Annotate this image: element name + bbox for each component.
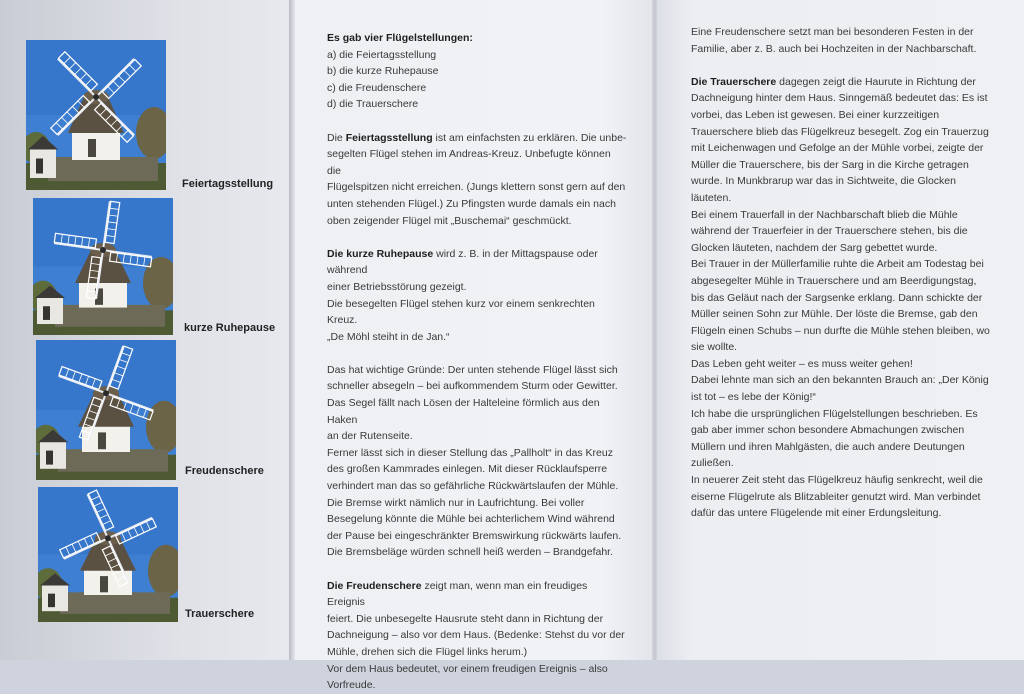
- paragraph-line: Dachneigung hinter dem Haus. Sinngemäß bedeutet das: Es ist: [691, 92, 988, 105]
- list-item: a) die Feiertagsstellung: [327, 48, 437, 61]
- paragraph-line: des großen Kammrades einlegen. Mit dieser Rücklaufsperre: [327, 463, 608, 476]
- paragraph-line: Flügeln einen Schubs – nun durfte die Mühle stehen bleiben, wo: [691, 324, 990, 337]
- caption-kurze-ruhepause: kurze Ruhepause: [184, 322, 276, 334]
- paragraph-line: Die Feiertagsstellung ist am einfachsten zu erklären. Die unbe-: [327, 131, 627, 144]
- paragraph-line: schneller absegeln – bei aufkommendem Sturm oder Gewitter.: [327, 380, 618, 393]
- paragraph-line: unten stehenden Flügel.) Zu Pfingsten wurde damals ein nach: [327, 197, 616, 210]
- paragraph-line: gab aber immer schon besondere Abmachungen zwischen: [691, 424, 965, 437]
- middle-text-column: [327, 30, 627, 694]
- windmill-photo-kurze-ruhepause: [33, 198, 173, 335]
- paragraph-line: oben zeigender Flügel mit „Buschemai“ geschmückt.: [327, 214, 572, 227]
- list-item: b) die kurze Ruhepause: [327, 65, 439, 78]
- paragraph-line: wurde. In Munkbrarup war das in Sichtweite, die Glocken: [691, 175, 956, 188]
- paragraph-line: sie wollte.: [691, 341, 738, 354]
- paragraph-line: Müller die Trauerschere, bis der Sarg in die Kirche getragen: [691, 158, 969, 171]
- term-trauerschere: Die Trauerschere: [691, 75, 777, 88]
- paragraph-line: an der Rutenseite.: [327, 430, 413, 443]
- paragraph-line: Die Trauerschere dagegen zeigt die Haurute in Richtung der: [691, 75, 976, 88]
- paragraph-line: Vor dem Haus bedeutet, vor einem freudigen Ereignis – also: [327, 662, 608, 675]
- caption-freudenschere: Freudenschere: [185, 465, 264, 477]
- paragraph-line: feiert. Die unbesegelte Hausrute steht dann in Richtung der: [327, 612, 604, 625]
- windmill-photo-freudenschere: [36, 340, 176, 480]
- paragraph-line: segelten Flügel stehen im Andreas-Kreuz. Unbefugte können die: [327, 148, 611, 177]
- paragraph-line: Ferner lässt sich in dieser Stellung das „Pallholt“ in das Kreuz: [327, 446, 613, 459]
- list-item: d) die Trauerschere: [327, 98, 419, 111]
- paragraph-line: einer Betriebsstörung gezeigt.: [327, 280, 467, 293]
- paragraph-line: verhindert man das so gefährliche Rückwärtslaufen der Mühle.: [327, 480, 619, 493]
- paragraph-line: zuließen.: [691, 457, 734, 470]
- paragraph-line: Müller seinen Sohn zur Mühle. Der löste die Bremse, gab den: [691, 308, 978, 321]
- right-text-column: [691, 24, 1011, 522]
- paragraph-line: Ich habe die ursprünglichen Flügelstellungen beschrieben. Es: [691, 407, 978, 420]
- paragraph-line: ist tot – es lebe der König!“: [691, 391, 816, 404]
- caption-feiertagsstellung: Feiertagsstellung: [182, 178, 274, 190]
- paragraph-line: mit Leichenwagen und Gefolge an der Mühle vorbei, zeigte der: [691, 142, 984, 155]
- paragraph-line: abgesegelter Mühle in Trauerschere und am Beerdigungstag,: [691, 274, 977, 287]
- paragraph-line: Dachneigung – also vor dem Haus. (Bedenke: Stehst du vor der: [327, 629, 625, 642]
- windmill-photo-trauerschere: [38, 487, 178, 622]
- paragraph-line: Besegelung könnte die Mühle bei achterlichem Wind während: [327, 513, 615, 526]
- fold-crease-left: [289, 0, 295, 660]
- paragraph-line: vorbei, das Leben ist gewesen. Bei einer kurzzeitigen: [691, 108, 940, 121]
- paragraph-line: Familie, aber z. B. auch bei Hochzeiten in der Nachbarschaft.: [691, 42, 977, 55]
- fold-crease-right: [652, 0, 658, 660]
- caption-trauerschere: Trauerschere: [185, 608, 255, 620]
- paragraph-line: Glocken läuteten, nachdem der Sarg gebettet wurde.: [691, 241, 938, 254]
- paragraph-line: Dabei lehnte man sich an den bekannten Brauch an: „Der König: [691, 374, 989, 387]
- paragraph-line: läuteten.: [691, 191, 732, 204]
- paragraph-line: „De Möhl steiht in de Jan.“: [327, 330, 450, 343]
- list-item: c) die Freudenschere: [327, 81, 427, 94]
- paragraph-line: Eine Freudenschere setzt man bei besonderen Festen in der: [691, 26, 974, 38]
- paragraph-line: Die Freudenschere zeigt man, wenn man ein freudiges Ereignis: [327, 579, 588, 609]
- windmill-photo-feiertagsstellung: [26, 40, 166, 190]
- paragraph-line: Das Leben geht weiter – es muss weiter gehen!: [691, 357, 913, 370]
- paragraph-line: Müllern und ihren Mahlgästen, die auch andere Deutungen: [691, 440, 965, 453]
- paragraph-line: Bei Trauer in der Müllerfamilie ruhte die Arbeit am Todestag bei: [691, 258, 984, 271]
- term-freudenschere: Die Freudenschere: [327, 579, 422, 592]
- paragraph-line: Mühle, drehen sich die Flügel links herum.): [327, 645, 528, 658]
- term-kurze-ruhepause: Die kurze Ruhepause: [327, 247, 434, 260]
- paragraph-line: In neuerer Zeit steht das Flügelkreuz häufig senkrecht, weil die: [691, 474, 983, 487]
- paragraph-line: während der Trauerfeier in der Trauerschere stehen, bis die: [691, 225, 968, 238]
- paragraph-line: Die Bremse wirkt nämlich nur in Laufrichtung. Bei voller: [327, 496, 585, 509]
- paragraph-line: Das Segel fällt nach Lösen der Halteleine förmlich aus den Haken: [327, 397, 600, 426]
- paragraph-line: Das hat wichtige Gründe: Der unten stehende Flügel lässt sich: [327, 363, 618, 376]
- paragraph-line: Flügelspitzen nicht erreichen. (Jungs klettern sonst gern auf den: [327, 181, 626, 194]
- paragraph-line: der Pause bei eingeschränkter Bremswirkung rückwärts laufen.: [327, 529, 622, 542]
- paragraph-line: eiserne Flügelrute als Blitzableiter genutzt wird. Man verbindet: [691, 490, 981, 503]
- paragraph-line: Trauerschere blieb das Flügelkreuz besegelt. Zog ein Trauerzug: [691, 125, 989, 138]
- paragraph-line: bis das Geläut nach der Sargsenke erklang. Dann schickte der: [691, 291, 983, 304]
- paragraph-line: Die Bremsbeläge würden schnell heiß werden – Brandgefahr.: [327, 546, 613, 559]
- term-feiertagsstellung: Feiertagsstellung: [345, 131, 433, 144]
- paragraph-line: Bei einem Trauerfall in der Nachbarschaft blieb die Mühle: [691, 208, 958, 221]
- paragraph-line: Die kurze Ruhepause wird z. B. in der Mittagspause oder während: [327, 247, 598, 277]
- paragraph-line: dafür das untere Flügelende mit einer Erdungsleitung.: [691, 507, 942, 520]
- section-heading: Es gab vier Flügelstellungen:: [327, 32, 473, 44]
- paragraph-line: Die besegelten Flügel stehen kurz vor einem senkrechten Kreuz.: [327, 297, 595, 327]
- paragraph-line: Vorfreude.: [327, 679, 376, 692]
